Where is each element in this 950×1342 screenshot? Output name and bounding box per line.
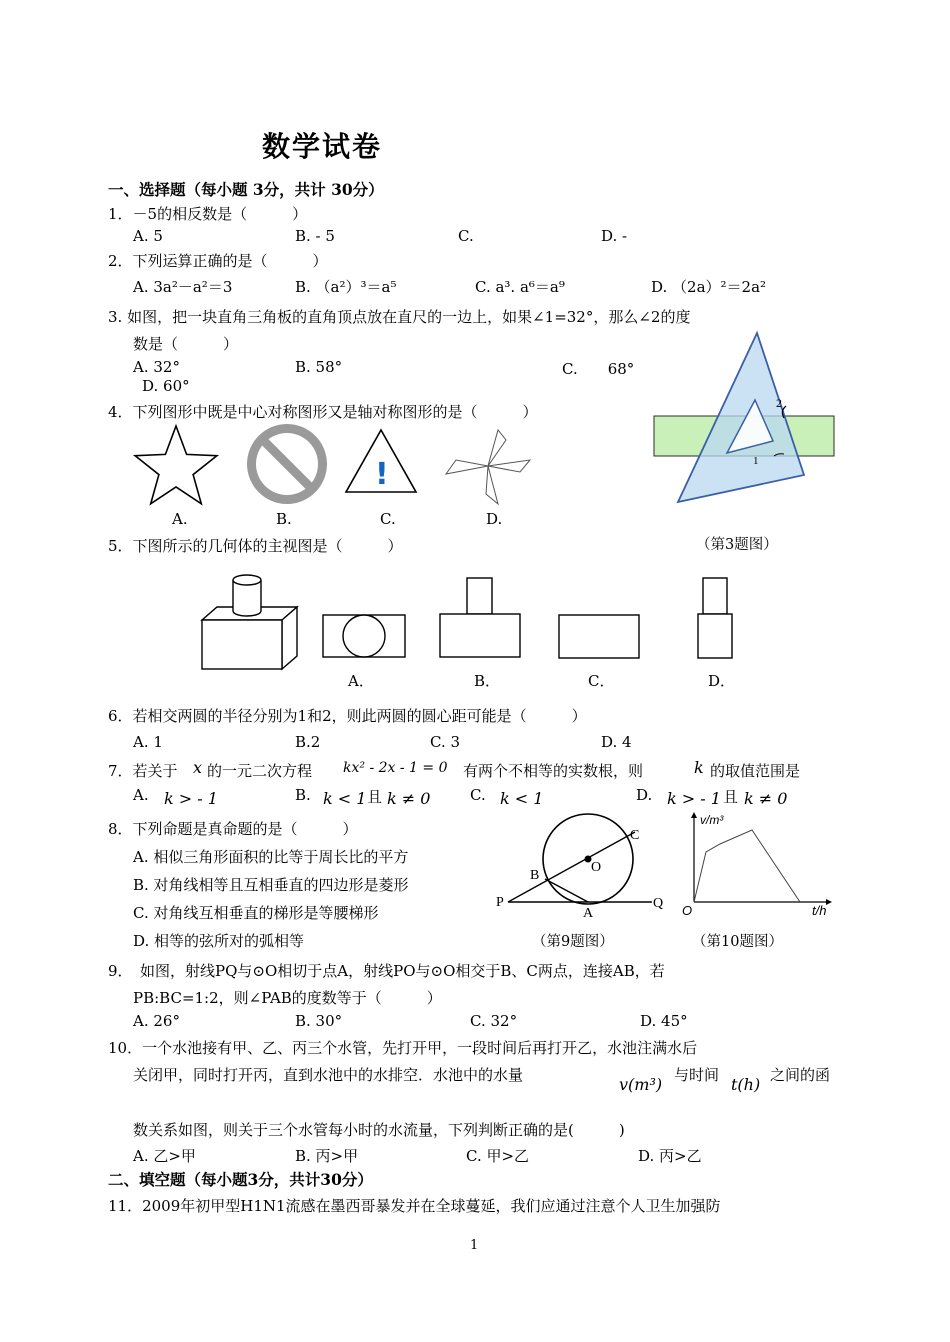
q9-option-b: B. 30° xyxy=(295,1012,343,1030)
q6-option-a: A. 1 xyxy=(133,733,163,751)
q5-label-a: A． xyxy=(348,672,374,690)
point-c-label: C xyxy=(630,828,640,843)
q2-option-b: B. （a²）³＝a⁵ xyxy=(295,278,397,296)
section-heading-fill: 二、填空题（每小题3分，共计30分） xyxy=(108,1170,373,1189)
star-icon xyxy=(135,426,217,504)
q11-stem: 11．2009年初甲型H1N1流感在墨西哥暴发并在全球蔓延，我们应通过注意个人卫生加强防 xyxy=(108,1197,721,1215)
section-heading-choice: 一、选择题（每小题 3分，共计 30分） xyxy=(108,180,384,199)
q3-figure xyxy=(640,325,850,515)
q8-stem: 8．下列命题是真命题的是（ ） xyxy=(108,820,358,838)
q8-option-a: A. 相似三角形面积的比等于周长比的平方 xyxy=(133,848,409,866)
q6-option-c: C. 3 xyxy=(430,733,461,751)
q7-option-d: k > - 1 xyxy=(667,789,721,808)
point-a-label: A xyxy=(583,906,594,921)
warning-mark: ! xyxy=(375,457,389,492)
q4-label-b: B. xyxy=(276,510,292,528)
front-view-option-c xyxy=(559,615,639,658)
angle-1-label: 1 xyxy=(753,455,759,467)
q9-figure-caption: （第9题图） xyxy=(532,934,614,950)
q3-option-d: D. 60° xyxy=(142,377,190,395)
q3-option-c: C. 68° xyxy=(562,360,635,378)
q7-option-a: k > - 1 xyxy=(164,789,218,808)
q7-equation: kx² - 2x - 1 = 0 xyxy=(343,760,448,776)
q7-option-b-cond: k ≠ 0 xyxy=(387,789,431,808)
q6-option-b: B.2 xyxy=(295,733,321,751)
q5-label-d: D． xyxy=(708,672,736,690)
q10-graph xyxy=(680,810,840,920)
solid-3d-figure xyxy=(202,575,297,669)
q10-stem-line3: 数关系如图，则关于三个水管每小时的水流量，下列判断正确的是( ) xyxy=(133,1121,625,1139)
q5-stem: 5．下图所示的几何体的主视图是（ ） xyxy=(108,537,403,555)
q7-option-b-label: B. xyxy=(295,786,311,804)
angle-2-label: 2 xyxy=(776,396,782,410)
q9-stem-line2: PB:BC=1:2，则∠PAB的度数等于（ ） xyxy=(133,989,442,1007)
q10-option-d: D. 丙>乙 xyxy=(638,1147,702,1165)
q7-var-x: x xyxy=(193,758,203,777)
pinwheel-icon xyxy=(446,430,530,504)
q10-figure-caption: （第10题图） xyxy=(692,934,783,950)
volume-polyline xyxy=(694,830,800,902)
q10-stem-line2b: 与时间 xyxy=(674,1066,720,1084)
q1-option-d: D. - xyxy=(601,227,628,245)
q10-stem-line1: 10．一个水池接有甲、乙、丙三个水管，先打开甲，一段时间后再打开乙，水池注满水后 xyxy=(108,1039,698,1057)
q2-stem: 2．下列运算正确的是（ ） xyxy=(108,252,328,270)
q7-option-d-label: D. xyxy=(636,786,653,804)
q1-option-b: B. - 5 xyxy=(295,227,335,245)
q4-label-a: A. xyxy=(172,510,188,528)
q9-option-d: D. 45° xyxy=(640,1012,688,1030)
q9-figure xyxy=(490,815,680,920)
point-q-label: Q xyxy=(653,896,664,911)
q7-stem-c: 有两个不相等的实数根，则 xyxy=(463,762,644,780)
q9-stem-line1: 9． 如图，射线PQ与⊙O相切于点A，射线PO与⊙O相交于B、C两点，连接AB，若 xyxy=(108,962,665,980)
q5-label-b: B． xyxy=(474,672,501,690)
q10-var-v: v(m³) xyxy=(619,1075,663,1094)
q8-option-b: B. 对角线相等且互相垂直的四边形是菱形 xyxy=(133,876,409,894)
q3-option-a: A. 32° xyxy=(133,358,180,376)
front-view-option-a xyxy=(323,615,405,657)
q10-stem-line2a: 关闭甲，同时打开丙，直到水池中的水排空．水池中的水量 xyxy=(133,1066,524,1084)
q2-option-d: D. （2a）²＝2a² xyxy=(651,278,767,296)
page-number: 1 xyxy=(470,1238,479,1253)
q10-stem-line2c: 之间的函 xyxy=(770,1066,831,1084)
page-title: 数学试卷 xyxy=(262,130,383,163)
q1-stem: 1．－5的相反数是（ ） xyxy=(108,205,308,223)
q2-option-c: C. a³. a⁶＝a⁹ xyxy=(475,278,565,296)
q4-label-c: C. xyxy=(380,510,396,528)
q4-stem: 4．下列图形中既是中心对称图形又是轴对称图形的是（ ） xyxy=(108,403,538,421)
q7-option-b-and: 且 xyxy=(367,788,383,806)
q4-label-d: D. xyxy=(486,510,503,528)
q3-figure-caption: （第3题图） xyxy=(696,537,778,553)
point-p-label: P xyxy=(496,895,504,910)
q7-option-c-label: C. xyxy=(470,786,486,804)
warning-triangle-icon xyxy=(346,430,416,492)
q10-option-c: C. 甲>乙 xyxy=(466,1147,530,1165)
y-axis-label: v/m³ xyxy=(700,813,724,827)
q6-stem: 6．若相交两圆的半径分别为1和2，则此两圆的圆心距可能是（ ） xyxy=(108,707,587,725)
q3-stem-line1: 3. 如图，把一块直角三角板的直角顶点放在直尺的一边上，如果∠1=32°，那么∠2的度 xyxy=(108,308,691,326)
q9-option-c: C. 32° xyxy=(470,1012,518,1030)
q10-option-b: B. 丙>甲 xyxy=(295,1147,359,1165)
q3-stem-line2: 数是（ ） xyxy=(133,335,239,353)
q3-option-b: B. 58° xyxy=(295,358,343,376)
q1-option-c: C. xyxy=(458,227,474,245)
q2-option-a: A. 3a²－a²＝3 xyxy=(133,278,233,296)
ray-po xyxy=(508,832,635,902)
origin-label: O xyxy=(682,903,693,918)
q1-option-a: A. 5 xyxy=(133,227,163,245)
q7-option-c: k < 1 xyxy=(500,789,544,808)
front-view-option-d xyxy=(698,578,732,658)
q7-option-b: k < 1 xyxy=(323,789,367,808)
q7-stem-b: 的一元二次方程 xyxy=(207,762,313,780)
x-axis-label: t/h xyxy=(812,903,827,918)
front-view-option-b xyxy=(440,578,520,657)
q4-shapes xyxy=(128,422,548,512)
y-axis-arrow xyxy=(691,812,697,818)
q7-stem-d: 的取值范围是 xyxy=(710,762,801,780)
q7-option-d-cond: k ≠ 0 xyxy=(744,789,788,808)
x-axis-arrow xyxy=(826,899,832,905)
point-b-label: B xyxy=(530,868,540,883)
q10-var-t: t(h) xyxy=(731,1075,761,1094)
q8-option-d: D. 相等的弦所对的弧相等 xyxy=(133,932,305,950)
q9-option-a: A. 26° xyxy=(133,1012,180,1030)
prohibition-sign-icon xyxy=(247,424,327,504)
q6-option-d: D. 4 xyxy=(601,733,632,751)
q5-figures xyxy=(195,570,755,675)
q8-option-c: C. 对角线互相垂直的梯形是等腰梯形 xyxy=(133,904,379,922)
q7-option-d-and: 且 xyxy=(723,788,739,806)
q10-option-a: A. 乙>甲 xyxy=(133,1147,196,1165)
q5-label-c: C． xyxy=(588,672,615,690)
q7-option-a-label: A. xyxy=(133,786,149,804)
point-o-label: O xyxy=(591,860,602,875)
q7-stem-a: 7．若关于 xyxy=(108,762,178,780)
q7-var-k: k xyxy=(694,758,704,777)
